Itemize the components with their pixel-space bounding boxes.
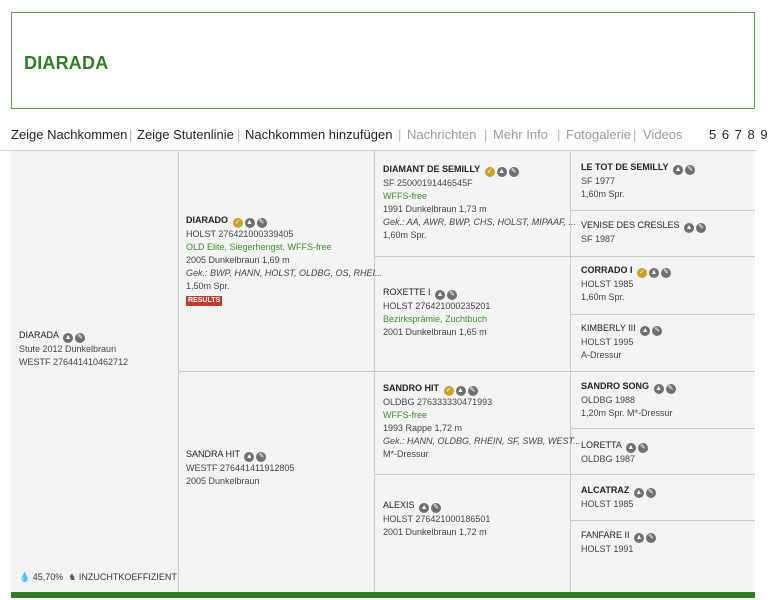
nav-zeige-nachkommen[interactable]: Zeige Nachkommen: [11, 127, 128, 142]
gen2-titles: WFFS-free: [383, 410, 427, 420]
nav-separator: |: [237, 127, 241, 142]
pedigree-icon[interactable]: ▲: [246, 219, 253, 226]
gen2-born: 1991 Dunkelbraun 1,73 m: [383, 204, 487, 214]
nav-separator: |: [129, 127, 133, 142]
pedigree-icon[interactable]: ▲: [498, 168, 506, 175]
edit-icon[interactable]: ✎: [447, 290, 457, 300]
edit-icon[interactable]: ✎: [509, 167, 519, 177]
grid-line: [178, 371, 755, 372]
gen3-cell: [581, 161, 695, 201]
nav-zeige-stutenlinie[interactable]: Zeige Stutenlinie: [137, 127, 234, 142]
nav-fotogalerie[interactable]: Fotogalerie: [566, 127, 632, 142]
grid-line: [570, 520, 755, 521]
gen3-cell: [581, 380, 676, 420]
pedigree-icon[interactable]: ▲: [420, 504, 428, 511]
award-icon: ✓: [485, 167, 495, 177]
gen3-reg: OLDBG 1988: [581, 395, 636, 405]
gen3-reg: SF 1977: [581, 176, 616, 186]
award-icon: ✓: [637, 268, 647, 278]
sire-born: 2005 Dunkelbraun 1,69 m: [186, 255, 290, 265]
sire-cell: [186, 214, 383, 306]
sire-name[interactable]: DIARADO: [186, 215, 228, 225]
gen3-name[interactable]: CORRADO I: [581, 265, 633, 275]
dam-cell: [186, 448, 294, 488]
gen2-name[interactable]: DIAMANT DE SEMILLY: [383, 164, 481, 174]
gen3-perf: 1,60m Spr.: [581, 292, 625, 302]
edit-icon[interactable]: ✎: [431, 503, 441, 513]
horse-icon: ♞: [68, 572, 77, 582]
edit-icon[interactable]: ✎: [468, 386, 478, 396]
gen2-reg: OLDBG 276333330471993: [383, 397, 493, 407]
sire-perf: 1,50m Spr.: [186, 281, 230, 291]
nav-separator: |: [557, 127, 561, 142]
footer-line: [11, 592, 755, 598]
gen3-reg: HOLST 1991: [581, 544, 634, 554]
pedigree-icon[interactable]: ▲: [627, 444, 635, 451]
gen3-name[interactable]: LE TOT DE SEMILLY: [581, 162, 669, 172]
gen3-cell: [581, 439, 648, 466]
nav-separator: |: [484, 127, 488, 142]
grid-line: [374, 256, 755, 257]
gen2-cell: [383, 286, 490, 339]
pedigree-icon[interactable]: ▲: [674, 166, 682, 173]
nav-videos[interactable]: Videos: [643, 127, 683, 142]
edit-icon[interactable]: ✎: [696, 223, 706, 233]
gen3-reg: HOLST 1985: [581, 279, 634, 289]
gen3-perf: A-Dressur: [581, 350, 622, 360]
inbreeding-label: INZUCHTKOEFFIZIENT: [78, 572, 177, 582]
horse-reg: WESTF 276441410462712: [19, 357, 129, 367]
gen2-reg: HOLST 276421000186501: [383, 514, 491, 524]
gen3-name[interactable]: VENISE DES CRESLES: [581, 220, 680, 230]
gen2-titles: Bezirksprämie, Zuchtbuch: [383, 314, 488, 324]
horse-cell: [19, 329, 128, 369]
nav-mehr-info[interactable]: Mehr Info: [493, 127, 548, 142]
pedigree-icon[interactable]: ▲: [685, 224, 693, 231]
inbreeding-info: [19, 572, 177, 583]
sire-reg: HOLST 276421000339405: [186, 229, 294, 239]
pedigree-icon[interactable]: ▲: [245, 453, 253, 460]
gen2-reg: SF 25000191446545F: [383, 178, 473, 188]
gen2-reg: HOLST 276421000235201: [383, 301, 491, 311]
edit-icon[interactable]: ✎: [75, 333, 85, 343]
gen2-cell: [383, 163, 576, 242]
gen3-reg: HOLST 1995: [581, 337, 634, 347]
gen2-born: 1993 Rappe 1,72 m: [383, 423, 463, 433]
edit-icon[interactable]: ✎: [646, 533, 656, 543]
edit-icon[interactable]: ✎: [256, 452, 266, 462]
gen3-name[interactable]: LORETTA: [581, 440, 622, 450]
sire-gek: Gek.: BWP, HANN, HOLST, OLDBG, OS, RHEI...: [186, 268, 383, 278]
edit-icon[interactable]: ✎: [661, 268, 671, 278]
edit-icon[interactable]: ✎: [638, 443, 648, 453]
page-header: [11, 12, 755, 109]
gen2-cell: [383, 499, 490, 539]
dam-name[interactable]: SANDRA HIT: [186, 449, 240, 459]
dam-reg: WESTF 276441411912805: [186, 463, 295, 473]
nav-bar: [0, 118, 769, 151]
gen2-cell: [383, 382, 581, 461]
pedigree-icon[interactable]: ▲: [635, 489, 643, 496]
edit-icon[interactable]: ✎: [666, 384, 676, 394]
pedigree-icon[interactable]: ▲: [650, 269, 658, 276]
gen3-name[interactable]: ALCATRAZ: [581, 485, 630, 495]
gen3-reg: HOLST 1985: [581, 499, 634, 509]
pedigree-icon[interactable]: ▲: [655, 385, 662, 392]
gen3-cell: [581, 264, 671, 304]
edit-icon[interactable]: ✎: [685, 165, 695, 175]
horse-name[interactable]: DIARADA: [19, 330, 59, 340]
sire-titles: OLD Elite, Siegerhengst, WFFS-free: [186, 242, 332, 252]
gen2-name[interactable]: ROXETTE I: [383, 287, 431, 297]
gen3-name[interactable]: KIMBERLY III: [581, 323, 636, 333]
nav-nachkommen-hinzufuegen[interactable]: Nachkommen hinzufügen: [245, 127, 393, 142]
gen2-perf: M*-Dressur: [383, 449, 429, 459]
gen3-perf: 1,20m Spr. M*-Dressur: [581, 408, 673, 418]
gen2-perf: 1,60m Spr.: [383, 230, 427, 240]
edit-icon[interactable]: ✎: [652, 326, 662, 336]
pedigree-icon[interactable]: ▲: [457, 387, 464, 394]
gen3-reg: OLDBG 1987: [581, 454, 636, 464]
grid-line: [374, 474, 755, 475]
edit-icon[interactable]: ✎: [257, 218, 267, 228]
grid-line: [570, 428, 755, 429]
award-icon: ✓: [233, 218, 243, 228]
gen2-gek: Gek.: AA, AWR, BWP, CHS, HOLST, MIPAAF, ...: [383, 217, 576, 227]
nav-pagination[interactable]: 5 6 7 8 9: [709, 127, 769, 142]
gen2-born: 2001 Dunkelbraun 1,72 m: [383, 527, 487, 537]
horse-info: Stute 2012 Dunkelbraun: [19, 344, 117, 354]
gen3-perf: 1,60m Spr.: [581, 189, 625, 199]
grid-line: [570, 314, 755, 315]
pedigree-icon[interactable]: ▲: [635, 534, 643, 541]
gen3-name[interactable]: SANDRO SONG: [581, 381, 650, 391]
nav-separator: |: [633, 127, 637, 142]
gen2-titles: WFFS-free: [383, 191, 427, 201]
gen3-cell: [581, 322, 662, 362]
pedigree-icon[interactable]: ▲: [436, 291, 444, 298]
gen3-cell: [581, 529, 656, 556]
gen3-cell: [581, 219, 706, 246]
edit-icon[interactable]: ✎: [646, 488, 656, 498]
gen2-name[interactable]: ALEXIS: [383, 500, 415, 510]
dam-born: 2005 Dunkelbraun: [186, 476, 260, 486]
pedigree-icon[interactable]: ▲: [641, 327, 649, 334]
award-icon: ✓: [444, 386, 454, 396]
gen2-gek: Gek.: HANN, OLDBG, RHEIN, SF, SWB, WEST...: [383, 436, 581, 446]
gen3-name[interactable]: FANFARE II: [581, 530, 630, 540]
pedigree-icon[interactable]: ▲: [64, 334, 72, 341]
gen3-cell: [581, 484, 656, 511]
grid-line: [570, 210, 755, 211]
nav-nachrichten[interactable]: Nachrichten: [407, 127, 477, 142]
gen2-born: 2001 Dunkelbraun 1,65 m: [383, 327, 487, 337]
drop-icon: 💧: [19, 572, 31, 582]
nav-separator: |: [398, 127, 402, 142]
results-button[interactable]: RESULTS: [188, 297, 221, 304]
page-title: DIARADA: [24, 53, 109, 73]
gen2-name[interactable]: SANDRO HIT: [383, 383, 439, 393]
gen3-reg: SF 1987: [581, 234, 616, 244]
inbreeding-value: 45,70%: [32, 572, 64, 582]
